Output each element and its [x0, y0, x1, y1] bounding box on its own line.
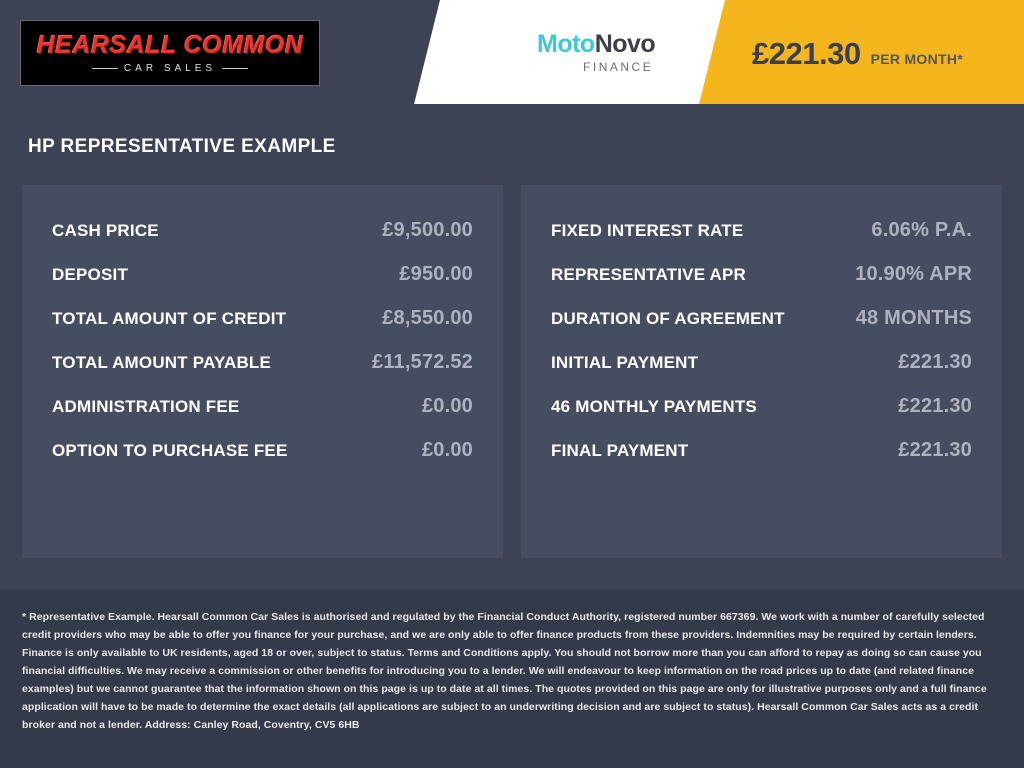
divider-left	[92, 68, 118, 69]
disclaimer-text: * Representative Example. Hearsall Common Car Sales is authorised and regulated by the Financial Conduct Authority, registered number 667369. We work with a number of carefully selected credit providers who may be able to offer you finance for your purchase, and we are only able to offer finance products from these providers. Indemnities may be required by certain lenders. Finance is only available to UK residents, aged 18 or over, subject to status. Terms and Conditions apply. You should not borrow more than you can afford to repay as doing so can cause you financial difficulties. We may receive a commission or other benefits for introducing you to a lender. We will endeavour to keep information on the road prices up to date (and related finance examples) but we cannot guarantee that the information shown on this page is up to date at all times. The quotes provided on this page are only for illustrative purposes only and a full finance application will have to be made to determine the exact details (all applications are subject to an underwriting decision and are subject to status). Hearsall Common Car Sales acts as a credit broker and not a lender. Address: Canley Road, Coventry, CV5 6HB	[22, 611, 987, 732]
table-row	[52, 253, 473, 297]
table-row	[551, 429, 972, 473]
row-label: 46 MONTHLY PAYMENTS	[551, 397, 757, 416]
row-label: CASH PRICE	[52, 221, 159, 240]
table-row	[52, 297, 473, 341]
row-value: 10.90% APR	[855, 263, 972, 285]
dealer-logo-subtitle: CAR SALES	[123, 62, 217, 74]
table-row	[52, 209, 473, 253]
page-header	[0, 0, 1024, 104]
table-row	[551, 385, 972, 429]
details-panels	[0, 158, 1024, 558]
row-value: £221.30	[898, 439, 972, 461]
price-period: PER MONTH*	[870, 51, 964, 67]
row-label: TOTAL AMOUNT PAYABLE	[52, 353, 272, 372]
lender-logo-name-part1: Moto	[537, 30, 595, 58]
table-row	[551, 253, 972, 297]
table-row	[551, 209, 972, 253]
row-value: £221.30	[898, 351, 972, 373]
lender-logo-name-part2: Novo	[594, 30, 656, 58]
table-row	[52, 341, 473, 385]
row-value: £0.00	[421, 395, 473, 417]
row-label: DEPOSIT	[52, 265, 129, 284]
row-label: FINAL PAYMENT	[551, 441, 689, 460]
row-label: INITIAL PAYMENT	[551, 353, 699, 372]
row-value: 6.06% P.A.	[871, 219, 972, 241]
table-row	[52, 385, 473, 429]
divider-right	[222, 68, 248, 69]
dealer-logo	[20, 20, 320, 86]
price-amount: £221.30	[752, 36, 861, 71]
row-label: REPRESENTATIVE APR	[551, 265, 747, 284]
row-label: TOTAL AMOUNT OF CREDIT	[52, 309, 287, 328]
table-row	[551, 341, 972, 385]
row-value: £0.00	[421, 439, 473, 461]
row-value: £950.00	[399, 263, 473, 285]
row-value: £11,572.52	[372, 351, 473, 373]
table-row	[52, 429, 473, 473]
row-label: DURATION OF AGREEMENT	[551, 309, 785, 328]
row-value: £8,550.00	[382, 307, 473, 329]
row-value: 48 MONTHS	[855, 307, 972, 329]
table-row	[551, 297, 972, 341]
lender-logo-name	[537, 32, 655, 57]
row-label: FIXED INTEREST RATE	[551, 221, 744, 240]
right-details-panel	[521, 185, 1002, 558]
dealer-logo-name: HEARSALL COMMON	[36, 30, 304, 59]
lender-logo-subtitle: FINANCE	[583, 60, 654, 74]
row-label: ADMINISTRATION FEE	[52, 397, 240, 416]
row-label: OPTION TO PURCHASE FEE	[52, 441, 288, 460]
dealer-logo-subtitle-wrap	[92, 63, 248, 74]
page-title: HP REPRESENTATIVE EXAMPLE	[28, 136, 336, 157]
lender-logo	[537, 32, 655, 73]
row-value: £221.30	[898, 395, 972, 417]
row-value: £9,500.00	[382, 219, 473, 241]
left-details-panel	[22, 185, 503, 558]
footer-disclaimer	[0, 590, 1024, 768]
monthly-price	[752, 36, 963, 72]
